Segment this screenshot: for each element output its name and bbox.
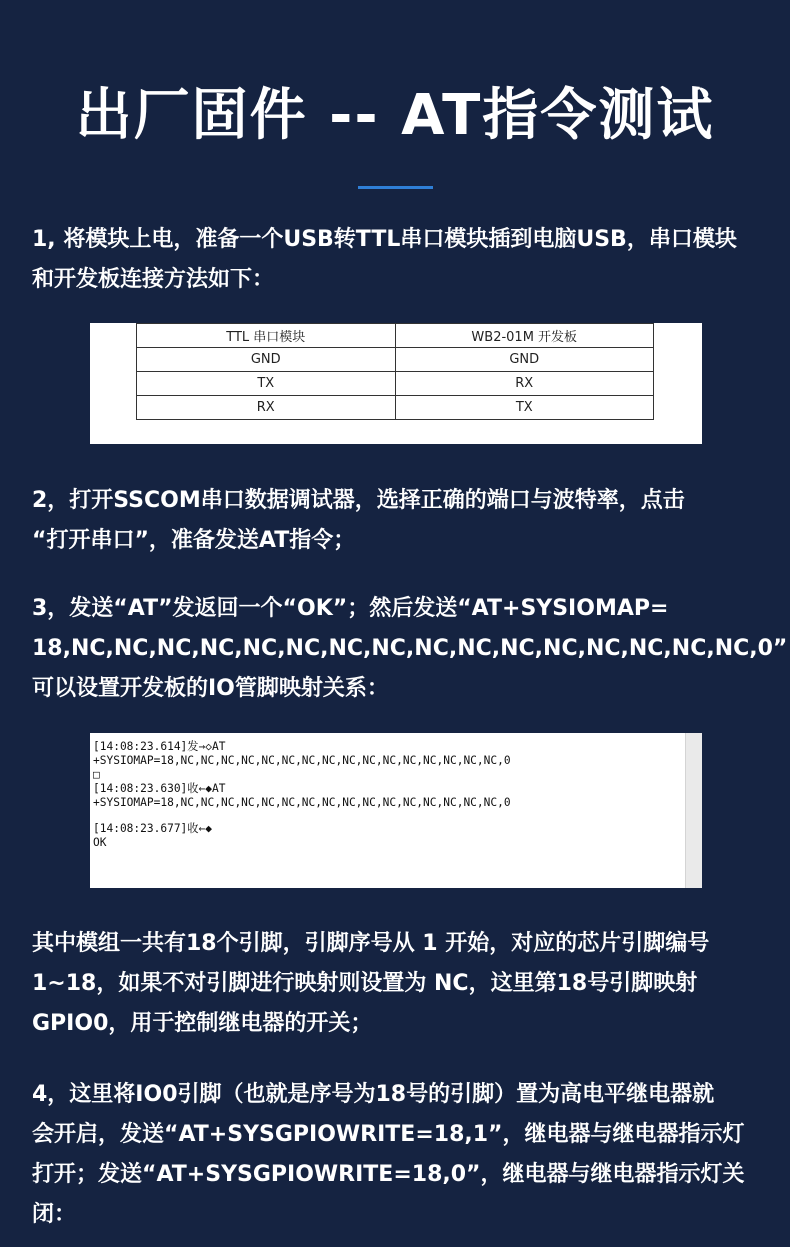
terminal-line: [14:08:23.630]收←◆AT [93, 782, 226, 795]
note-line: 其中模组一共有18个引脚，引脚序号从 1 开始，对应的芯片引脚编号 [32, 931, 710, 956]
table-cell: TX [137, 372, 396, 396]
table-header-row [137, 324, 654, 348]
title-underline [358, 186, 433, 189]
step-1-line: 1, 将模块上电，准备一个USB转TTL串口模块插到电脑USB，串口模块 [32, 227, 737, 252]
terminal-scrollbar[interactable] [685, 733, 702, 888]
step-1-text [32, 220, 762, 300]
step-4-line: 4，这里将IO0引脚（也就是序号为18号的引脚）置为高电平继电器就 [32, 1082, 715, 1107]
note-line: GPIO0，用于控制继电器的开关； [32, 1011, 373, 1036]
step-3-line: 18,NC,NC,NC,NC,NC,NC,NC,NC,NC,NC,NC,NC,NC,NC,NC,NC,0” [32, 636, 788, 661]
page-title: 出厂固件 -- AT指令测试 [75, 83, 715, 148]
terminal-line: +SYSIOMAP=18,NC,NC,NC,NC,NC,NC,NC,NC,NC,NC,NC,NC,NC,NC,NC,NC,0 [93, 796, 511, 809]
table-row [137, 348, 654, 372]
step-3-text [32, 589, 788, 709]
pin-connection-table [136, 323, 654, 420]
table-header-board: WB2-01M 开发板 [395, 324, 654, 348]
terminal-line: OK [93, 836, 107, 849]
table-cell: RX [395, 372, 654, 396]
pin-connection-table-image [90, 323, 702, 444]
step-4-text [32, 1075, 762, 1235]
terminal-line: [14:08:23.677]收←◆ [93, 822, 212, 835]
step-2-line: 2，打开SSCOM串口数据调试器，选择正确的端口与波特率，点击 [32, 488, 685, 513]
step-3-line: 3，发送“AT”发返回一个“OK”；然后发送“AT+SYSIOMAP= [32, 596, 669, 621]
terminal-line: +SYSIOMAP=18,NC,NC,NC,NC,NC,NC,NC,NC,NC,NC,NC,NC,NC,NC,NC,NC,0 [93, 754, 511, 767]
step-1-line: 和开发板连接方法如下： [32, 267, 275, 292]
step-3-line: 可以设置开发板的IO管脚映射关系： [32, 676, 389, 701]
step-4-line: 打开；发送“AT+SYSGPIOWRITE=18,0”，继电器与继电器指示灯关 [32, 1162, 745, 1187]
step-4-line: 闭： [32, 1202, 77, 1227]
table-cell: GND [395, 348, 654, 372]
table-row [137, 396, 654, 420]
table-cell: GND [137, 348, 396, 372]
terminal-log [93, 740, 683, 850]
serial-terminal-screenshot [90, 733, 702, 888]
table-row [137, 372, 654, 396]
terminal-line [93, 810, 683, 822]
table-cell: TX [395, 396, 654, 420]
note-line: 1~18，如果不对引脚进行映射则设置为 NC，这里第18号引脚映射 [32, 971, 698, 996]
pin-mapping-note [32, 924, 762, 1044]
step-2-text [32, 481, 762, 561]
terminal-line: [14:08:23.614]发→◇AT [93, 740, 226, 753]
step-2-line: “打开串口”，准备发送AT指令； [32, 528, 356, 553]
step-4-line: 会开启，发送“AT+SYSGPIOWRITE=18,1”，继电器与继电器指示灯 [32, 1122, 745, 1147]
table-cell: RX [137, 396, 396, 420]
table-header-ttl: TTL 串口模块 [137, 324, 396, 348]
terminal-line: □ [93, 768, 100, 781]
